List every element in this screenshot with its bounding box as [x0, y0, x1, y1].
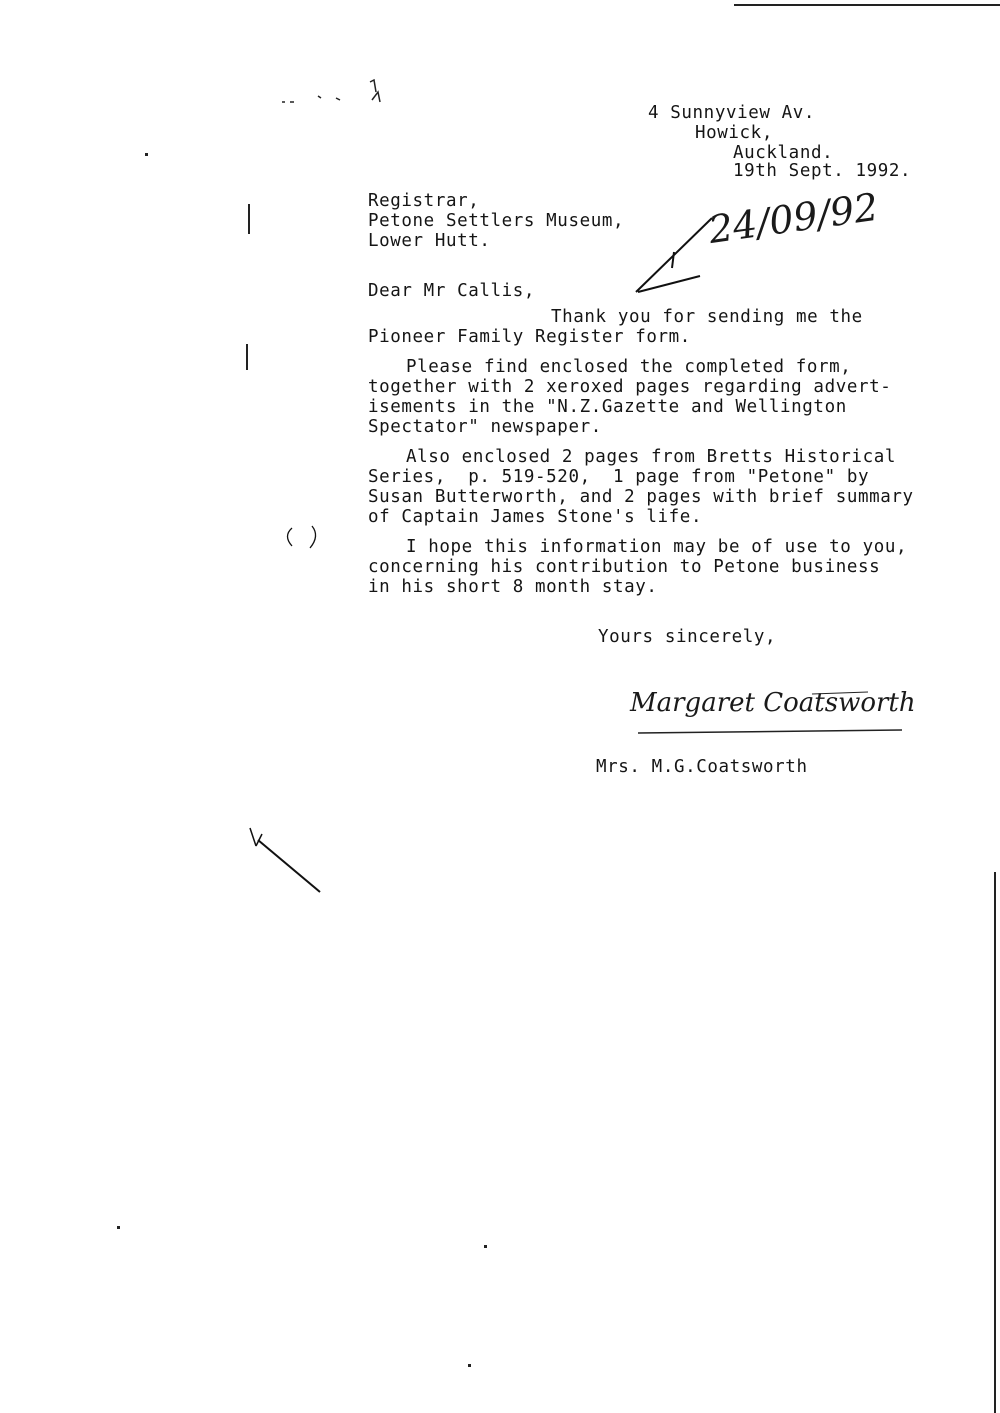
body-line: Pioneer Family Register form. [368, 327, 691, 347]
letter-date: 19th Sept. 1992. [733, 161, 912, 181]
address-line: 4 Sunnyview Av. [648, 103, 816, 123]
body-line: Series, p. 519-520, 1 page from "Petone" by [368, 467, 870, 487]
signature: Margaret Coatsworth [630, 688, 916, 718]
body-line: together with 2 xeroxed pages regarding advert- [368, 377, 892, 397]
body-line: Susan Butterworth, and 2 pages with brief summary [368, 487, 914, 507]
salutation: Dear Mr Callis, [368, 281, 536, 301]
body-line: concerning his contribution to Petone business [368, 557, 881, 577]
signatory-name: Mrs. M.G.Coatsworth [596, 757, 808, 777]
body-line: Spectator" newspaper. [368, 417, 602, 437]
recipient-line: Registrar, [368, 191, 480, 211]
body-line: isements in the "N.Z.Gazette and Wellington [368, 397, 847, 417]
body-line: Thank you for sending me the [551, 307, 863, 327]
body-line: I hope this information may be of use to you, [406, 537, 908, 557]
closing: Yours sincerely, [598, 627, 777, 647]
body-line: of Captain James Stone's life. [368, 507, 703, 527]
address-line: Auckland. [733, 143, 834, 163]
recipient-line: Petone Settlers Museum, [368, 211, 625, 231]
body-line: in his short 8 month stay. [368, 577, 658, 597]
body-line: Please find enclosed the completed form, [406, 357, 852, 377]
recipient-line: Lower Hutt. [368, 231, 491, 251]
address-line: Howick, [695, 123, 773, 143]
received-date-handwritten: 24/09/92 [705, 184, 882, 252]
body-line: Also enclosed 2 pages from Bretts Historical [406, 447, 896, 467]
